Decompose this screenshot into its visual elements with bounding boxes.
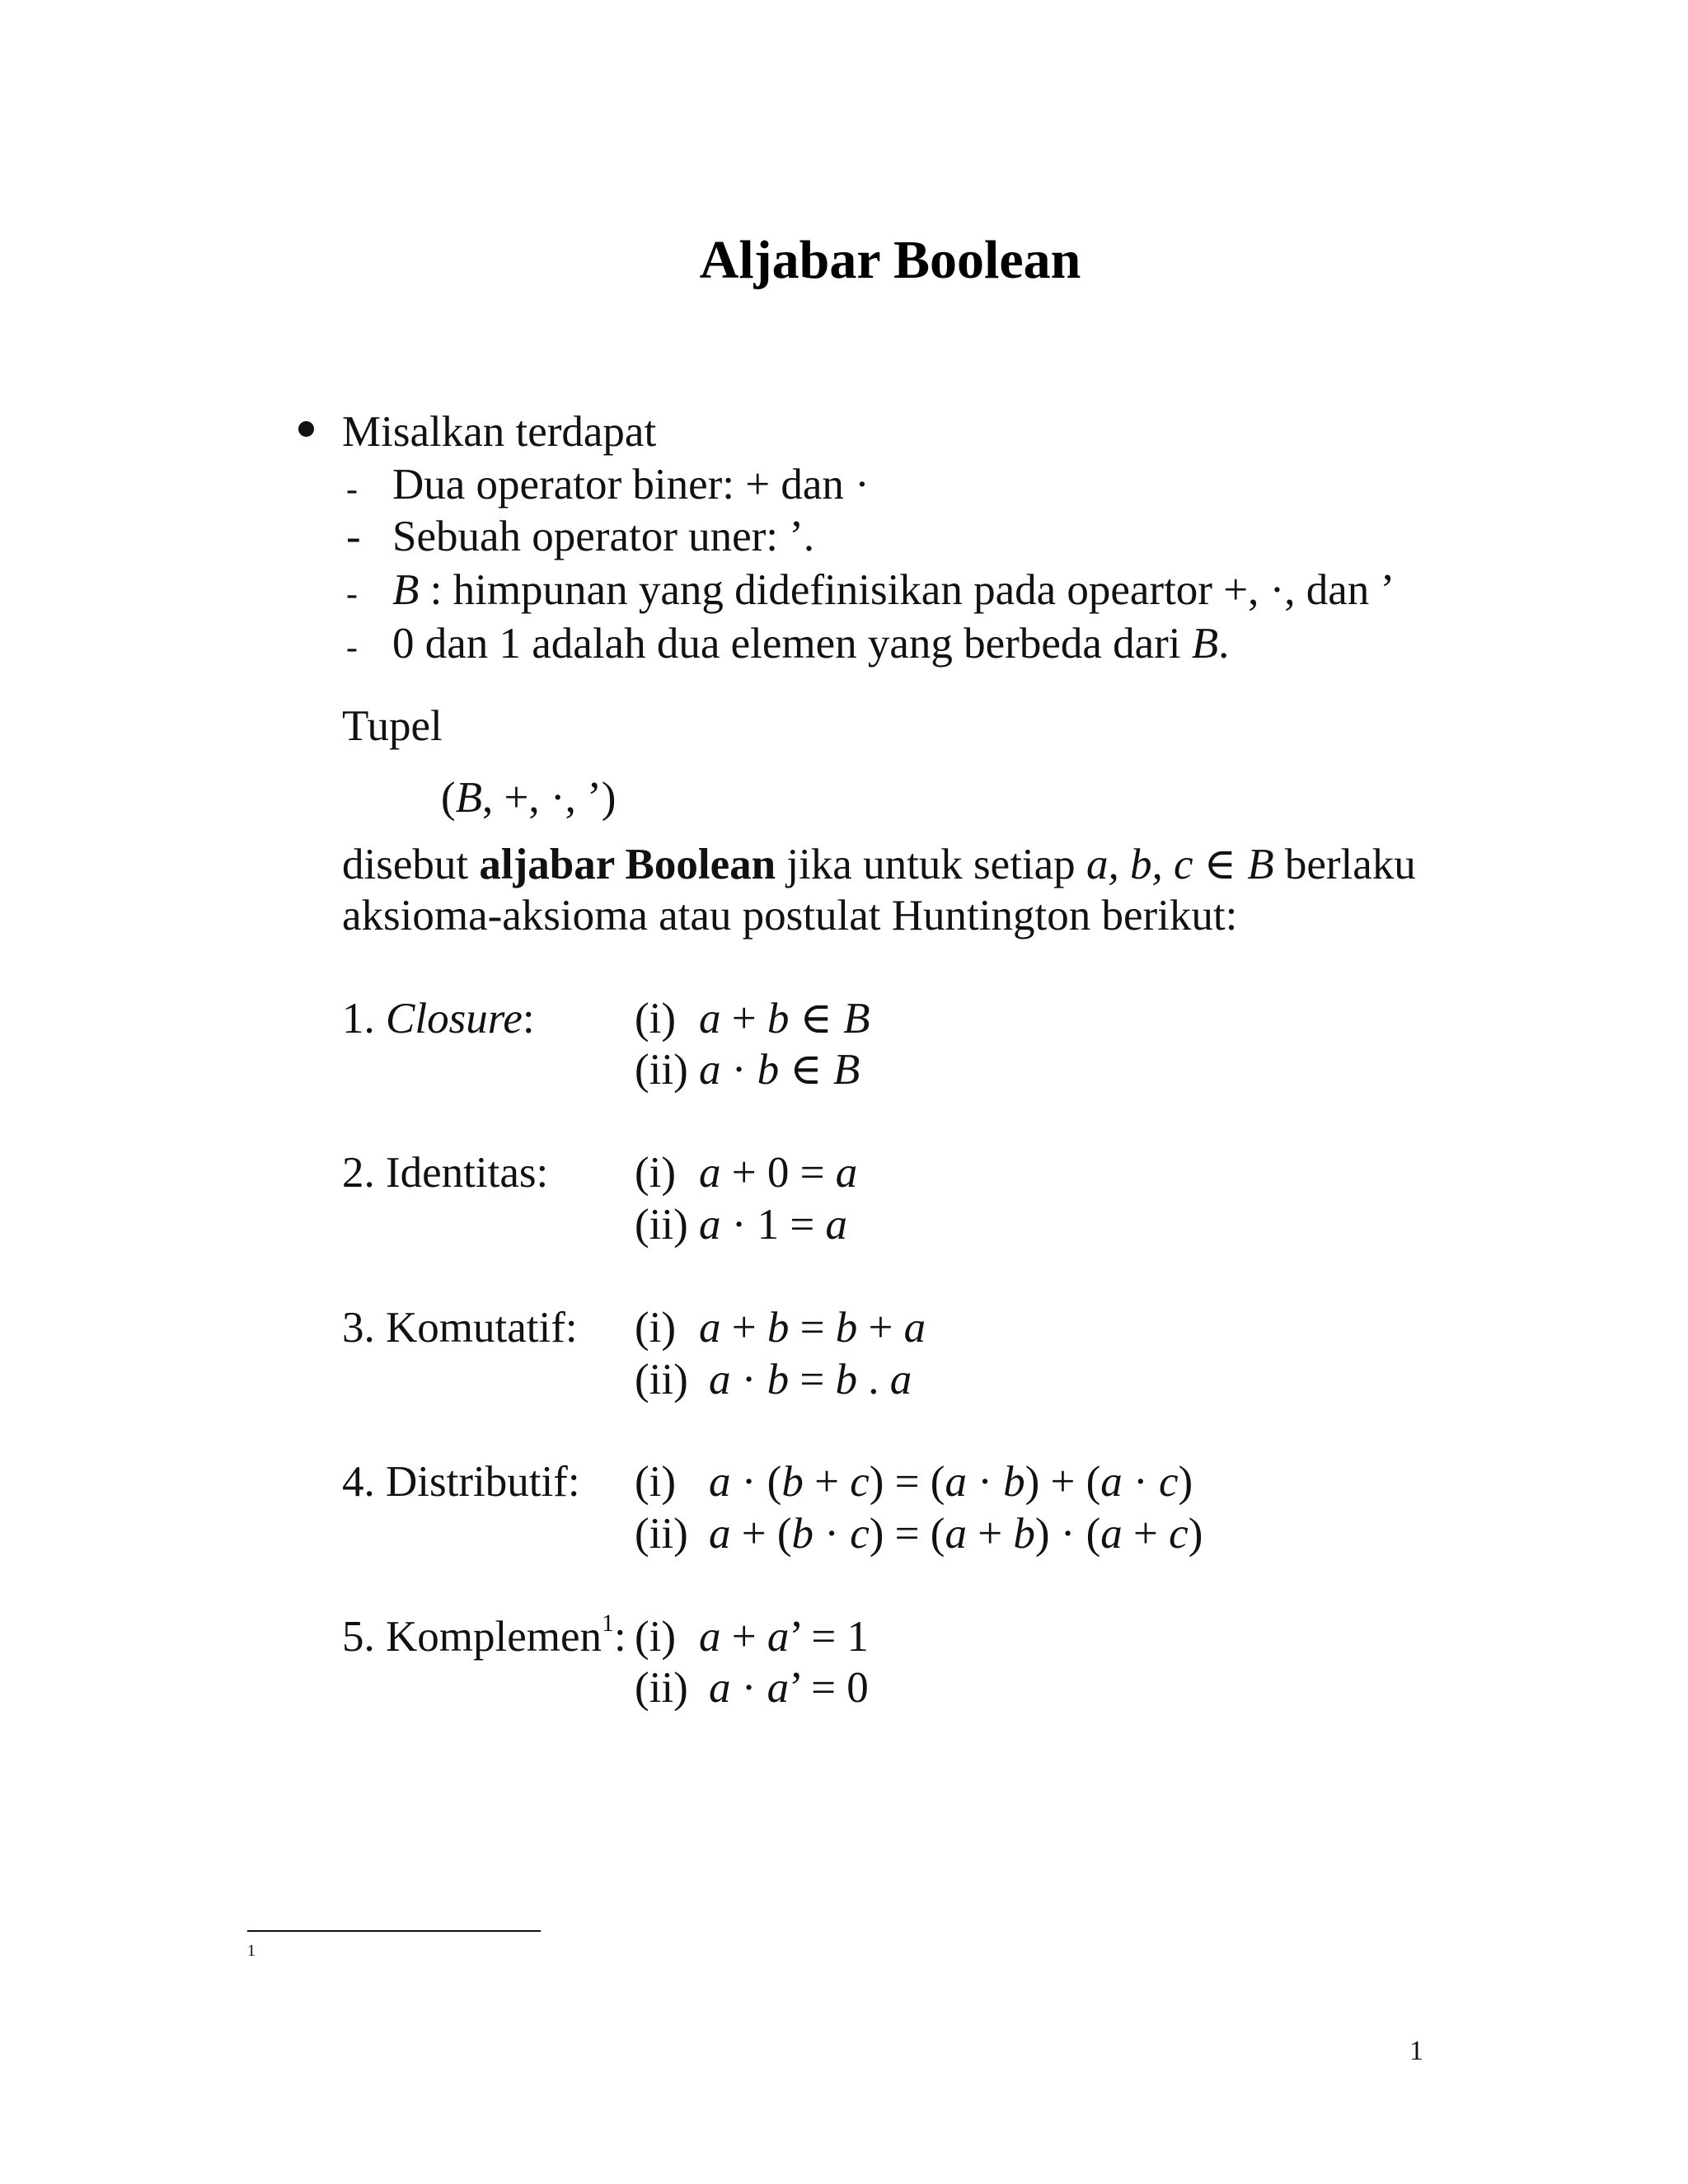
axiom-label-i: (i) — [635, 1304, 677, 1352]
axiom-expr-ii: a + (b · c) = (a + b) · (a + c) — [709, 1510, 1203, 1558]
axiom-name: 3. Komutatif: — [342, 1304, 578, 1352]
axiom-name: 2. Identitas: — [342, 1149, 549, 1197]
footnote-number: 1 — [247, 1942, 256, 1960]
axiom-label-i: (i) — [635, 1613, 677, 1661]
axiom-expr-ii: a · 1 = a — [699, 1201, 848, 1249]
tupel-expression: (B, +, ·, ’) — [441, 774, 617, 822]
definition-line-2: aksioma-aksioma atau postulat Huntington berikut: — [342, 892, 1238, 940]
axiom-expr-i: a + b = b + a — [699, 1304, 926, 1352]
list-item-marker: - — [346, 575, 358, 613]
axiom-expr-i: a · (b + c) = (a · b) + (a · c) — [709, 1458, 1193, 1506]
set-variable: B — [1191, 620, 1219, 668]
list-item-marker: - — [346, 471, 358, 509]
list-item-marker: - — [346, 629, 358, 667]
axiom-expr-i: a + b ∈ B — [699, 995, 870, 1043]
list-item — [392, 622, 1229, 666]
axiom-expr-ii: a · b ∈ B — [699, 1046, 860, 1094]
list-item-marker: - — [346, 513, 361, 560]
axiom-expr-i: a + 0 = a — [699, 1149, 858, 1197]
axiom-name: 4. Distributif: — [342, 1458, 580, 1506]
footnote-marker: 1 — [602, 1610, 614, 1637]
axiom-name: 5. Komplemen$^1$: — [342, 1610, 626, 1661]
page-number: 1 — [1409, 2036, 1423, 2066]
list-item: Sebuah operator uner: ’. — [392, 513, 815, 560]
page-title: Aljabar Boolean — [699, 230, 1081, 290]
footnote-divider — [247, 1930, 541, 1932]
axiom-expr-ii: a · b = b . a — [709, 1356, 912, 1404]
axiom-label-ii: (ii) — [635, 1356, 688, 1404]
axiom-label-ii: (ii) — [635, 1201, 688, 1249]
list-item-text: 0 dan 1 adalah dua elemen yang berbeda dari — [392, 620, 1192, 668]
axiom-label-ii: (ii) — [635, 1046, 688, 1094]
list-item: Dua operator biner: + dan · — [392, 461, 870, 509]
axiom-label-ii: (ii) — [635, 1510, 688, 1558]
axiom-label-i: (i) — [635, 1149, 677, 1197]
list-item — [392, 566, 1395, 614]
list-item-tail: . — [1218, 620, 1230, 668]
tupel-label: Tupel — [342, 702, 443, 750]
list-item-text: : himpunan yang didefinisikan pada opeartor +, ·, dan ’ — [419, 566, 1395, 614]
axiom-label-i: (i) — [635, 1458, 677, 1506]
axiom-label-ii: (ii) — [635, 1664, 688, 1712]
definition-line-1: disebut aljabar Boolean jika untuk setiap a, b, c ∈ B berlaku — [342, 841, 1416, 888]
set-variable: B — [392, 566, 420, 614]
definition-bold: aljabar Boolean — [479, 841, 776, 888]
axiom-expr-ii: a · a’ = 0 — [709, 1664, 869, 1712]
axiom-name: 1. Closure: — [342, 995, 535, 1043]
intro-lead: Misalkan terdapat — [342, 408, 657, 456]
axiom-expr-i: a + a’ = 1 — [699, 1613, 869, 1661]
axiom-label-i: (i) — [635, 995, 677, 1043]
bullet-dot-icon — [298, 421, 314, 437]
